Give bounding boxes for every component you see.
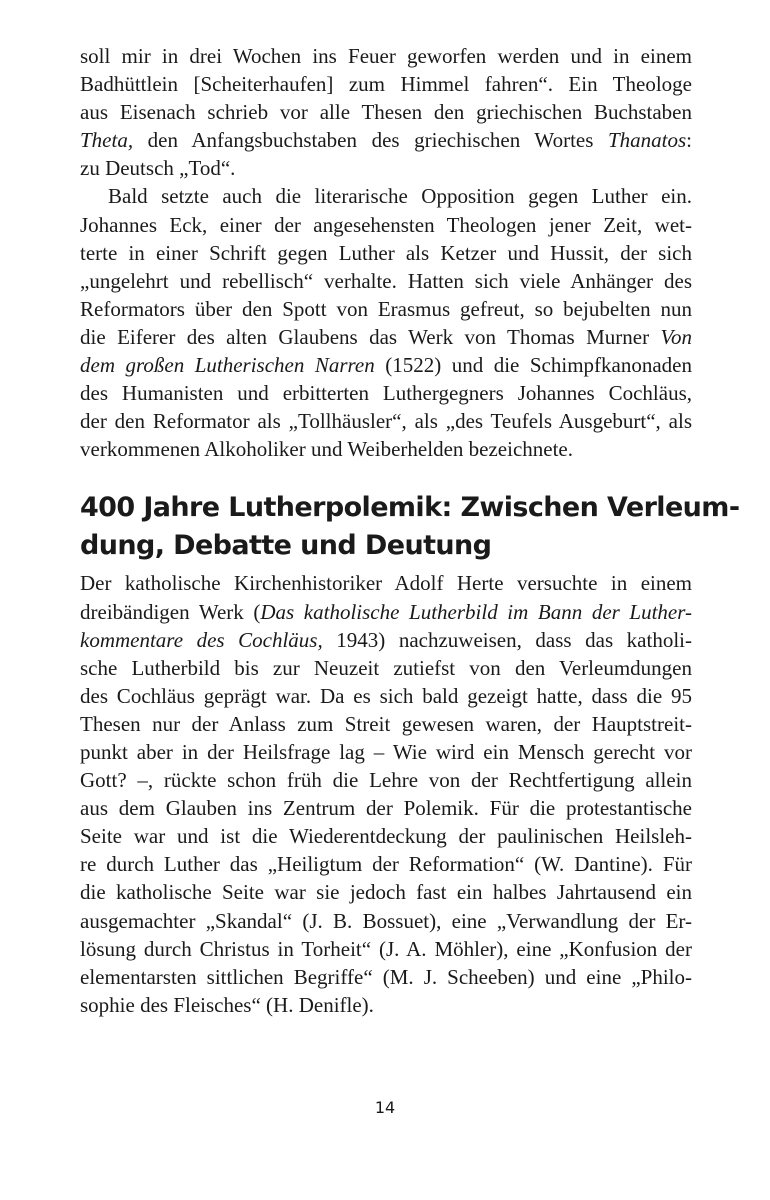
text-line: der den Reformator als „Tollhäusler“, als „des Teufels Ausgeburt“, als bbox=[80, 409, 692, 434]
text-line: des Cochläus geprägt war. Da es sich bald gezeigt hatte, dass die 95 bbox=[80, 683, 692, 708]
section-heading bbox=[80, 489, 740, 565]
text-line bbox=[80, 323, 692, 351]
paragraph-1 bbox=[80, 42, 692, 182]
text-line bbox=[80, 626, 692, 654]
text-line: re durch Luther das „Heiligtum der Reformation“ (W. Dantine). Für bbox=[80, 852, 692, 877]
text-line: elementarsten sittlichen Begriffe“ (M. J. Scheeben) und eine „Philo- bbox=[80, 964, 692, 989]
text-line: Gott? –, rückte schon früh die Lehre von der Rechtfertigung allein bbox=[80, 768, 692, 793]
text-line: sche Lutherbild bis zur Neuzeit zutiefst von den Verleumdungen bbox=[80, 655, 692, 680]
text-line: Bald setzte auch die literarische Opposition gegen Luther ein. bbox=[108, 184, 692, 209]
page-number: 14 bbox=[374, 1098, 396, 1117]
text-line: aus Eisenach schrieb vor alle Thesen den griechischen Buchstaben bbox=[80, 100, 692, 125]
text-line: verkommenen Alkoholiker und Weiberhelden bezeichnete. bbox=[80, 437, 573, 462]
text-line bbox=[80, 126, 692, 154]
text-line: terte in einer Schrift gegen Luther als Ketzer und Hussit, der sich bbox=[80, 240, 692, 265]
text-line bbox=[80, 351, 692, 379]
text-line: Johannes Eck, einer der angesehensten Theologen jener Zeit, wet- bbox=[80, 212, 692, 237]
italic-title: kommentare des Cochläus, bbox=[80, 627, 323, 652]
italic-term: Theta, bbox=[80, 128, 134, 153]
heading-line: dung, Debatte und Deutung bbox=[80, 530, 492, 562]
text-line: lösung durch Christus in Torheit“ (J. A. Möhler), eine „Konfusion der bbox=[80, 936, 692, 961]
text-run: dreibändigen Werk ( bbox=[80, 599, 261, 624]
paragraph-2 bbox=[80, 182, 692, 463]
text-line: Badhüttlein [Scheiterhaufen] zum Himmel fahren“. Ein Theologe bbox=[80, 72, 692, 97]
text-run: den Anfangsbuchstaben des griechischen Wortes bbox=[133, 128, 608, 153]
text-line: Reformators über den Spott von Erasmus gefreut, so bejubelten nun bbox=[80, 296, 692, 321]
paragraph-3 bbox=[80, 569, 692, 1019]
text-line: sophie des Fleisches“ (H. Denifle). bbox=[80, 992, 374, 1017]
text-line: soll mir in drei Wochen ins Feuer geworfen werden und in einem bbox=[80, 44, 692, 68]
italic-term: Thanatos bbox=[607, 128, 687, 153]
text-run: : bbox=[686, 128, 692, 153]
italic-title: dem großen Lutherischen Narren bbox=[80, 353, 375, 378]
italic-title: Das katholische Lutherbild im Bann der Luther- bbox=[260, 599, 692, 624]
text-line: Seite war und ist die Wiederentdeckung der paulinischen Heilsleh- bbox=[80, 824, 692, 849]
text-run: 1943) nachzuweisen, dass das katholi- bbox=[322, 627, 692, 652]
text-line: die katholische Seite war sie jedoch fast ein halbes Jahrtausend ein bbox=[80, 880, 692, 905]
text-line: Thesen nur der Anlass zum Streit gewesen waren, der Hauptstreit- bbox=[80, 711, 692, 736]
text-line: ausgemachter „Skandal“ (J. B. Bossuet), eine „Verwandlung der Er- bbox=[80, 908, 692, 933]
text-line bbox=[80, 598, 692, 626]
text-line: „ungelehrt und rebellisch“ verhalte. Hatten sich viele Anhänger des bbox=[80, 268, 692, 293]
page-body bbox=[80, 42, 740, 1019]
heading-line: 400 Jahre Lutherpolemik: Zwischen Verleum- bbox=[80, 492, 740, 524]
italic-title: Von bbox=[660, 324, 692, 349]
text-run: (1522) und die Schimpfkanonaden bbox=[374, 353, 692, 378]
text-line: aus dem Glauben ins Zentrum der Polemik. Für die protestantische bbox=[80, 796, 692, 821]
text-line: des Humanisten und erbitterten Luthergegners Johannes Cochläus, bbox=[80, 381, 692, 406]
text-line: zu Deutsch „Tod“. bbox=[80, 156, 236, 181]
text-line: Der katholische Kirchenhistoriker Adolf Herte versuchte in einem bbox=[80, 571, 692, 596]
text-line: punkt aber in der Heilsfrage lag – Wie wird ein Mensch gerecht vor bbox=[80, 739, 692, 764]
text-run: die Eiferer des alten Glaubens das Werk von Thomas Murner bbox=[80, 324, 661, 349]
